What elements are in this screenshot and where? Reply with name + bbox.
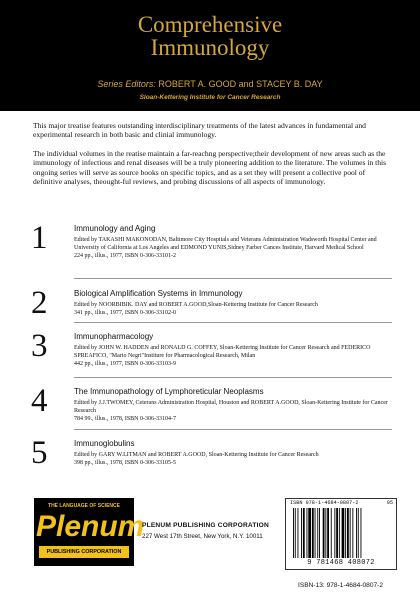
volume-title: Biological Amplification Systems in Immunology (74, 289, 243, 298)
volume-editors: Edited by GARY W.LITMAN and ROBERT A.GOOD, Sloan-Kettering Institute for Cancer Research (74, 452, 319, 458)
publisher-address: 227 West 17th Street, New York, N.Y. 10011 (142, 533, 263, 540)
intro-paragraph-2: The individual volumes in the reatise maintain a far-reachng perspective;their development of new areas such as the immunology of infectious and renal diseases will be a truly pioneering addition to the literature. The volumes in this ongoing series will serve as source books on specific topics, and as a set they will present a collective pool of definitive analyses, theought-ful reviews, and probing discussions of all aspects of immunology. (33, 149, 387, 187)
divider (74, 377, 392, 378)
series-editors (0, 79, 420, 89)
series-title-line1: Comprehensive (137, 12, 283, 37)
volume-pub-info: 398 pp., illus., 1978, ISBN 0-306-33105-5 (74, 459, 176, 466)
volume-pub-info: 224 pp., illus., 1977, ISBN 0-306-33101-2 (74, 252, 176, 259)
barcode-bars-icon (292, 508, 390, 558)
volume-details (74, 345, 394, 368)
volume-title: Immunoglobulins (74, 439, 135, 448)
volume-title: Immunopharmacology (74, 332, 154, 341)
volume-number: 5 (31, 435, 48, 471)
volume-pub-info: 341 pp., illus., 1977, ISBN 0-306-33102-0 (74, 309, 176, 316)
volume-pub-info: 784 99., illus., 1978, ISBN 0-306-33104-7 (74, 415, 176, 422)
editors-affiliation: Sloan-Kettering Institute for Cancer Research (139, 94, 281, 101)
volume-number: 1 (31, 220, 48, 256)
barcode-isbn-label: ISBN 978-1-4684-0807-2 (290, 500, 359, 506)
volume-details (74, 237, 394, 260)
volume-number: 3 (31, 328, 48, 364)
volume-number: 4 (31, 383, 48, 419)
volume-editors: Edited by J.J.TWOMEY, Ceterans Administration Hospital, Houston and ROBERT A.GOOD, Sloan-Kettering Institute for Cancer Research (74, 400, 388, 414)
logo-subtitle: PUBLISHING CORPORATION (39, 546, 129, 558)
barcode-addon: 05 (386, 500, 393, 506)
volume-details (74, 400, 394, 423)
volume-editors: Edited by JOHN W. HADDEN and RONALD G. COFFEY, Sloan-Kettering Institute for Cancer Research and FEDERICO SPREAFICO, "Mario Negri"Institure for Pharmacological Research, Milan (74, 345, 371, 359)
volume-title: Immunology and Aging (74, 224, 156, 233)
volume-details (74, 452, 394, 468)
isbn-13: ISBN-13: 978-1-4684-0807-2 (298, 582, 384, 589)
volume-number: 2 (31, 285, 48, 321)
editors-names: ROBERT A. GOOD and STACEY B. DAY (158, 79, 323, 89)
volume-editors: Edited by TAKASHI MAKONODAN, Baltimore City Hospitals and Veterans Administration Wadsworth Hospital Center and University of California at Los Angeles and EDMOND YUNIS,Sidney Farber Cances Institute, Harvard Medical School (74, 237, 377, 251)
volume-pub-info: 442 pp., illus., 1977, ISBN 0-306-33103-9 (74, 360, 176, 367)
divider (74, 429, 392, 430)
divider (74, 278, 392, 279)
series-title-line2: Immunology (150, 35, 270, 60)
publisher-name: PLENUM PUBLISHING CORPORATION (142, 522, 269, 529)
title-banner (0, 0, 420, 111)
intro-paragraph-1: This major treatise features outstanding interdisciplinary treatments of the latest advances in fundamental and experimental research in both basic and clinial immunology. (33, 121, 366, 140)
logo-wordmark: Plenum (36, 510, 145, 543)
volume-title: The Immunopathology of Lymphoreticular Neoplasms (74, 387, 264, 396)
volume-details (74, 302, 394, 318)
volume-editors: Edited by NOORBIBIK. DAY and ROBERT A.GOOD,Sloan-Kettering Institute for Cancer Research (74, 302, 318, 308)
plenum-logo (34, 498, 145, 566)
barcode-digits: 9 781468 408072 (307, 559, 375, 567)
divider (74, 322, 392, 323)
logo-tagline: THE LANGUAGE OF SCIENCE (48, 503, 120, 509)
editors-label: Series Editors: (97, 79, 156, 89)
barcode (285, 498, 397, 570)
